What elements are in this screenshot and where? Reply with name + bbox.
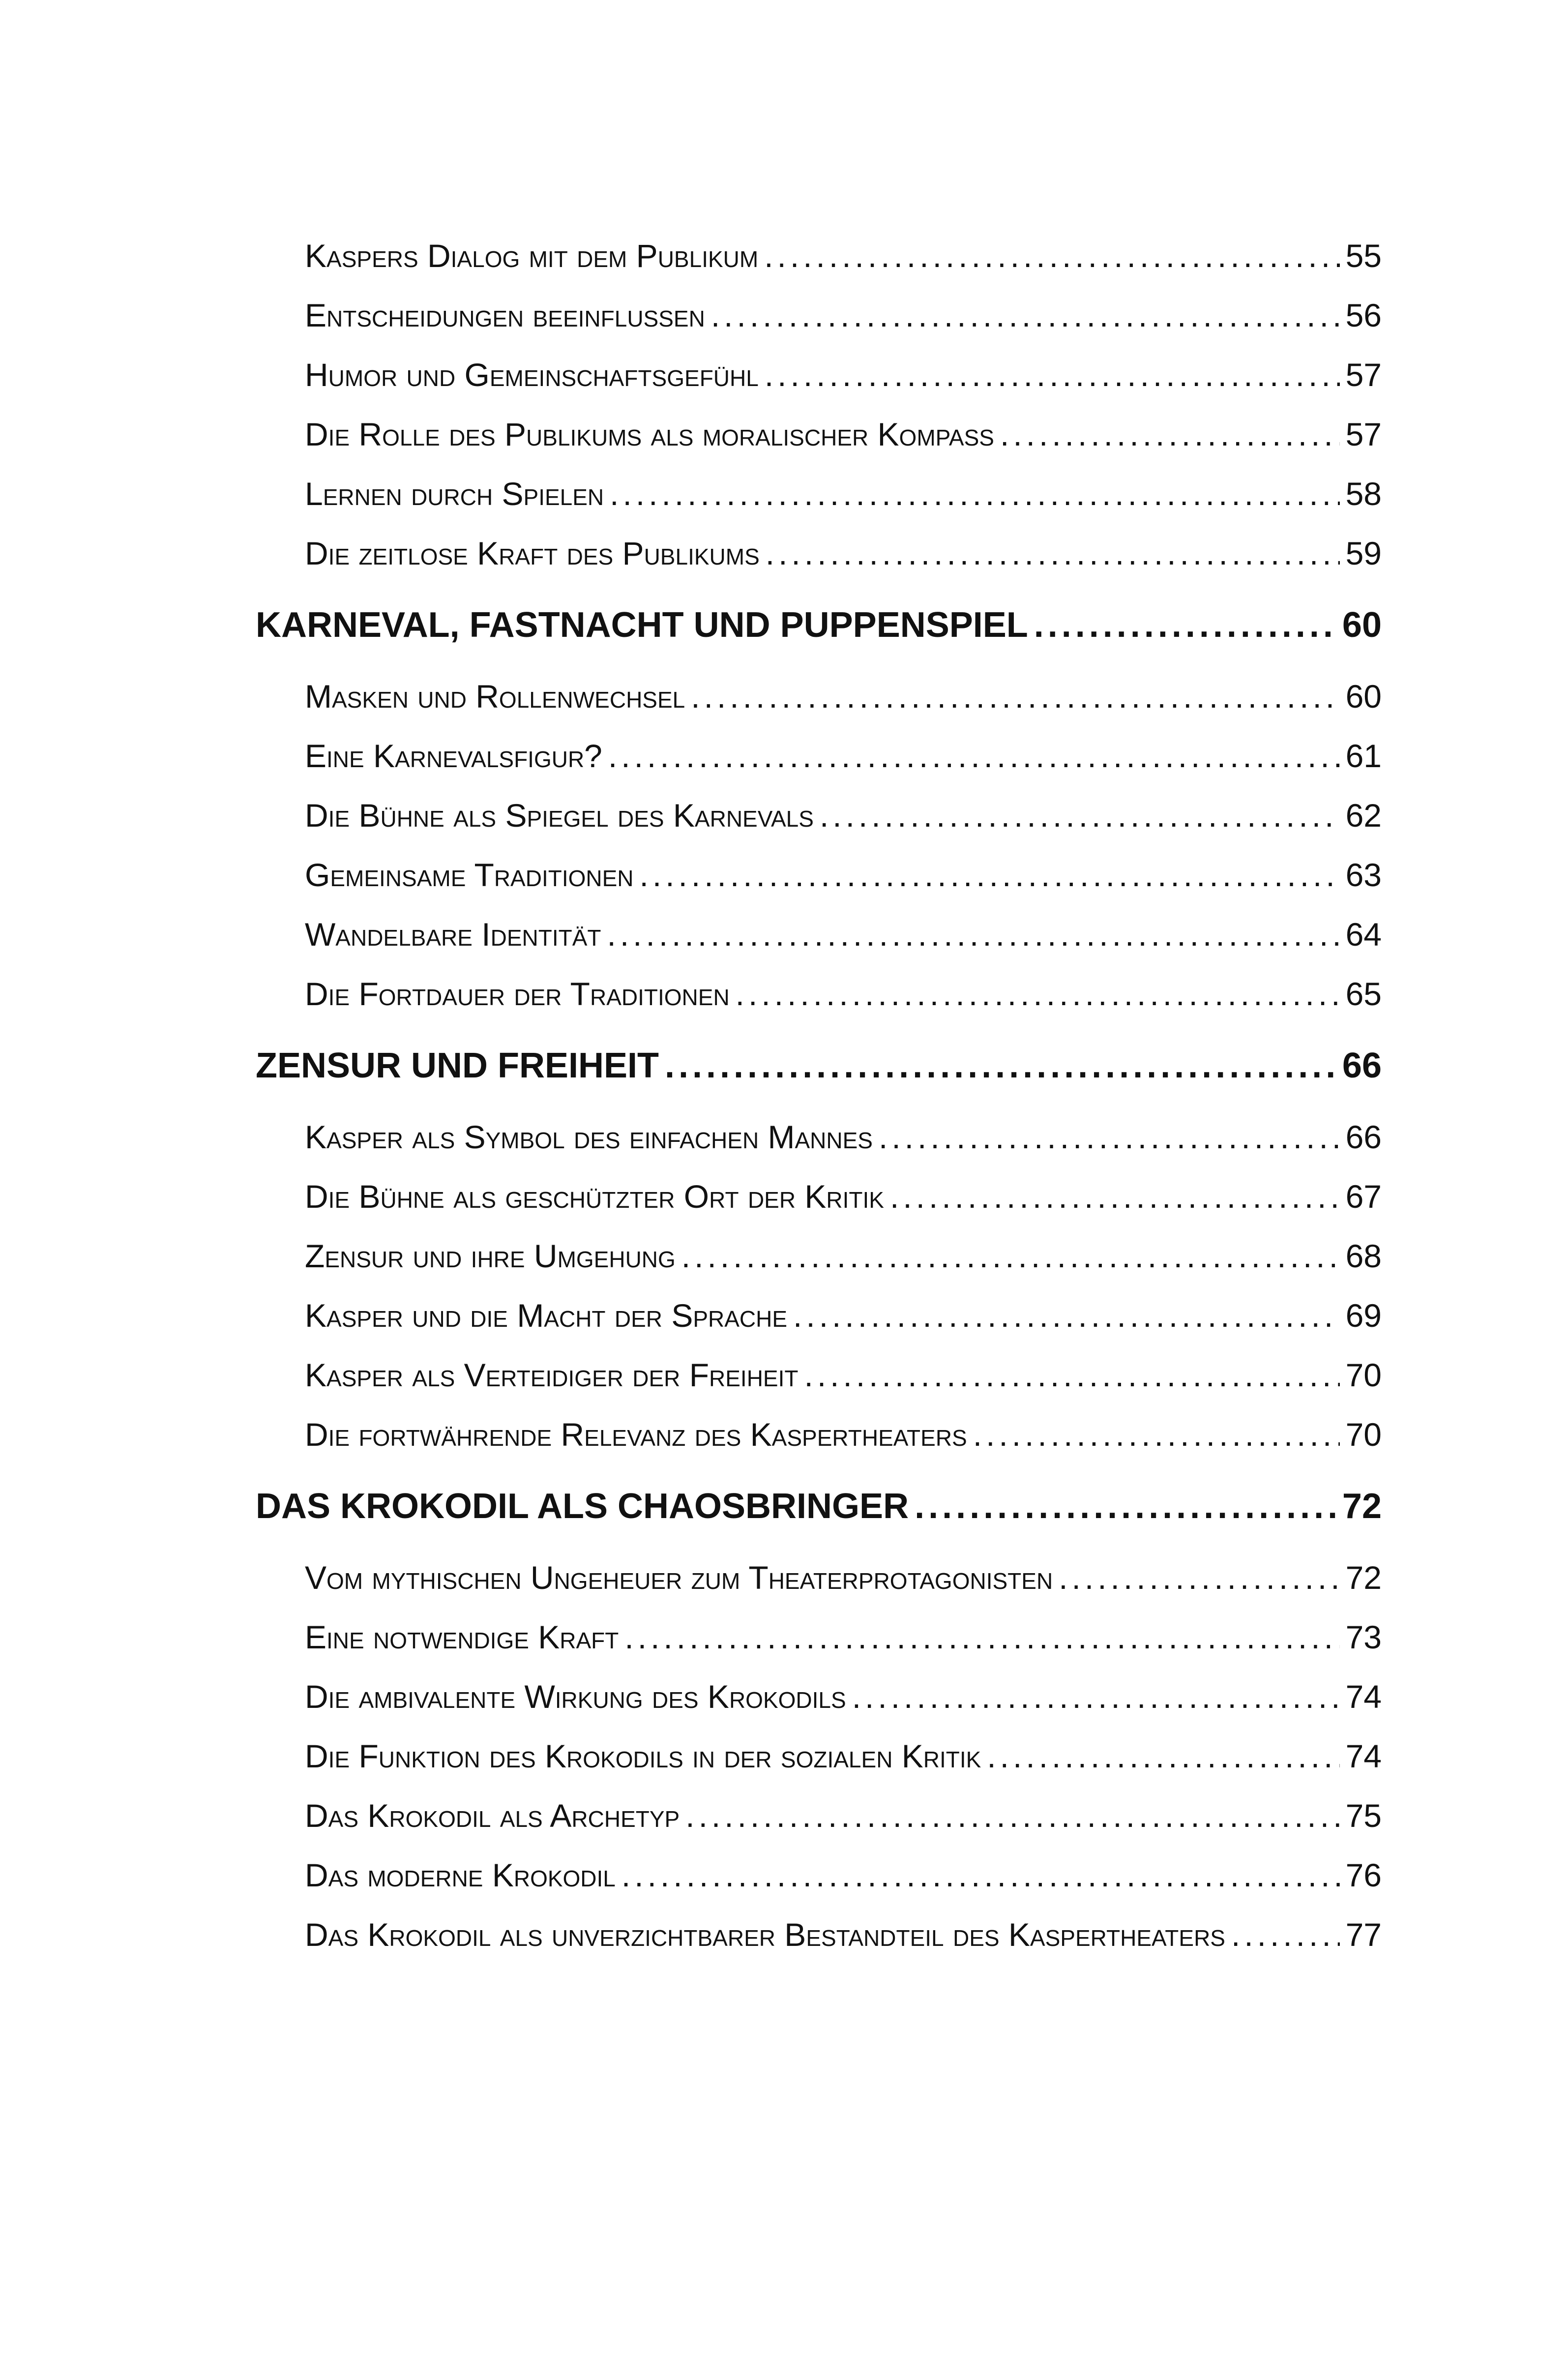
toc-entry-title: Die Fortdauer der Traditionen <box>305 976 730 1012</box>
dot-leader <box>621 1846 1340 1905</box>
toc-entry-page: 75 <box>1345 1797 1382 1834</box>
toc-entry[interactable] <box>256 1226 1382 1286</box>
dot-leader <box>665 1024 1336 1107</box>
toc-entry-title: Kaspers Dialog mit dem Publikum <box>305 238 759 274</box>
toc-entry[interactable] <box>256 1107 1382 1167</box>
toc-chapter-page: 72 <box>1342 1487 1382 1526</box>
toc-entry[interactable] <box>256 1548 1382 1608</box>
dot-leader <box>987 1727 1339 1786</box>
toc-entry-title: Wandelbare Identität <box>305 916 601 953</box>
toc-entry[interactable] <box>256 1667 1382 1727</box>
toc-chapter-entry[interactable] <box>256 1464 1382 1548</box>
dot-leader <box>681 1226 1340 1286</box>
toc-entry[interactable] <box>256 464 1382 524</box>
toc-entry-title: Das Krokodil als Archetyp <box>305 1797 680 1834</box>
dot-leader <box>685 1786 1339 1846</box>
toc-entry[interactable] <box>256 345 1382 405</box>
toc-entry-page: 70 <box>1345 1357 1382 1393</box>
dot-leader <box>765 345 1340 405</box>
toc-entry-page: 67 <box>1345 1178 1382 1215</box>
toc-entry-title: Kasper als Symbol des einfachen Mannes <box>305 1119 873 1155</box>
dot-leader <box>915 1464 1336 1548</box>
toc-entry[interactable] <box>256 1786 1382 1846</box>
toc-entry-title: Die Bühne als Spiegel des Karnevals <box>305 797 814 834</box>
toc-entry-page: 63 <box>1345 857 1382 893</box>
toc-entry-title: Die Funktion des Krokodils in der sozialen Kritik <box>305 1738 981 1774</box>
toc-entry-page: 72 <box>1345 1559 1382 1596</box>
toc-entry-page: 57 <box>1345 416 1382 452</box>
toc-entry-title: Die fortwährende Relevanz des Kaspertheaters <box>305 1416 967 1453</box>
toc-entry-title: Entscheidungen beeinflussen <box>305 297 705 333</box>
toc-entry[interactable] <box>256 286 1382 345</box>
toc-entry-page: 77 <box>1345 1916 1382 1953</box>
dot-leader <box>610 464 1339 524</box>
toc-entry-title: Die Bühne als geschützter Ort der Kritik <box>305 1178 884 1215</box>
table-of-contents <box>256 226 1382 1965</box>
toc-entry-title: Lernen durch Spielen <box>305 476 604 512</box>
toc-entry-title: Kasper und die Macht der Sprache <box>305 1297 788 1334</box>
toc-chapter-title: KARNEVAL, FASTNACHT UND PUPPENSPIEL <box>256 605 1028 645</box>
toc-chapter-title: ZENSUR UND FREIHEIT <box>256 1046 659 1085</box>
toc-entry[interactable] <box>256 1608 1382 1667</box>
toc-entry-page: 58 <box>1345 476 1382 512</box>
toc-entry-page: 76 <box>1345 1857 1382 1893</box>
toc-entry-page: 66 <box>1345 1119 1382 1155</box>
toc-entry-page: 68 <box>1345 1238 1382 1274</box>
toc-entry[interactable] <box>256 1345 1382 1405</box>
toc-entry-title: Vom mythischen Ungeheuer zum Theaterprotagonisten <box>305 1559 1053 1596</box>
toc-entry-title: Die zeitlose Kraft des Publikums <box>305 535 760 571</box>
toc-entry-title: Eine Karnevalsfigur? <box>305 738 602 774</box>
dot-leader <box>607 905 1340 964</box>
toc-entry-title: Zensur und ihre Umgehung <box>305 1238 676 1274</box>
toc-entry[interactable] <box>256 405 1382 464</box>
dot-leader <box>640 845 1340 905</box>
toc-entry[interactable] <box>256 1405 1382 1464</box>
dot-leader <box>820 786 1340 845</box>
toc-chapter-entry[interactable] <box>256 1024 1382 1107</box>
toc-entry[interactable] <box>256 1167 1382 1226</box>
dot-leader <box>608 726 1340 786</box>
dot-leader <box>764 226 1339 286</box>
toc-entry[interactable] <box>256 905 1382 964</box>
dot-leader <box>1231 1905 1340 1965</box>
dot-leader <box>852 1667 1340 1727</box>
toc-entry-page: 56 <box>1345 297 1382 333</box>
toc-entry[interactable] <box>256 964 1382 1024</box>
dot-leader <box>1059 1548 1339 1608</box>
toc-entry-title: Das Krokodil als unverzichtbarer Bestandteil des Kaspertheaters <box>305 1916 1225 1953</box>
toc-entry-page: 74 <box>1345 1738 1382 1774</box>
toc-entry-page: 57 <box>1345 357 1382 393</box>
toc-entry-page: 64 <box>1345 916 1382 953</box>
dot-leader <box>736 964 1340 1024</box>
dot-leader <box>1034 583 1336 667</box>
toc-entry[interactable] <box>256 1905 1382 1965</box>
dot-leader <box>890 1167 1340 1226</box>
toc-entry-title: Kasper als Verteidiger der Freiheit <box>305 1357 799 1393</box>
toc-entry[interactable] <box>256 524 1382 583</box>
toc-chapter-entry[interactable] <box>256 583 1382 667</box>
toc-chapter-title: DAS KROKODIL ALS CHAOSBRINGER <box>256 1487 909 1526</box>
toc-entry-page: 65 <box>1345 976 1382 1012</box>
toc-entry-title: Masken und Rollenwechsel <box>305 678 685 715</box>
toc-entry[interactable] <box>256 1727 1382 1786</box>
toc-entry[interactable] <box>256 786 1382 845</box>
toc-entry-page: 69 <box>1345 1297 1382 1334</box>
toc-entry-page: 73 <box>1345 1619 1382 1655</box>
toc-entry[interactable] <box>256 1286 1382 1345</box>
toc-entry[interactable] <box>256 845 1382 905</box>
dot-leader <box>624 1608 1339 1667</box>
toc-entry[interactable] <box>256 226 1382 286</box>
toc-entry-page: 60 <box>1345 678 1382 715</box>
toc-entry-page: 59 <box>1345 535 1382 571</box>
dot-leader <box>766 524 1340 583</box>
toc-entry-page: 55 <box>1345 238 1382 274</box>
toc-entry[interactable] <box>256 1846 1382 1905</box>
toc-chapter-page: 60 <box>1342 605 1382 645</box>
dot-leader <box>1000 405 1340 464</box>
toc-entry-page: 74 <box>1345 1678 1382 1715</box>
toc-entry-page: 70 <box>1345 1416 1382 1453</box>
dot-leader <box>793 1286 1340 1345</box>
dot-leader <box>973 1405 1340 1464</box>
toc-chapter-page: 66 <box>1342 1046 1382 1085</box>
toc-entry-title: Die ambivalente Wirkung des Krokodils <box>305 1678 846 1715</box>
dot-leader <box>879 1107 1340 1167</box>
toc-entry-title: Das moderne Krokodil <box>305 1857 616 1893</box>
toc-entry-title: Eine notwendige Kraft <box>305 1619 619 1655</box>
toc-entry[interactable] <box>256 667 1382 726</box>
toc-entry-title: Humor und Gemeinschaftsgefühl <box>305 357 759 393</box>
dot-leader <box>711 286 1340 345</box>
dot-leader <box>691 667 1339 726</box>
toc-entry-page: 61 <box>1345 738 1382 774</box>
toc-entry-title: Gemeinsame Traditionen <box>305 857 634 893</box>
dot-leader <box>804 1345 1340 1405</box>
toc-entry-page: 62 <box>1345 797 1382 834</box>
toc-entry[interactable] <box>256 726 1382 786</box>
toc-entry-title: Die Rolle des Publikums als moralischer Kompass <box>305 416 994 452</box>
